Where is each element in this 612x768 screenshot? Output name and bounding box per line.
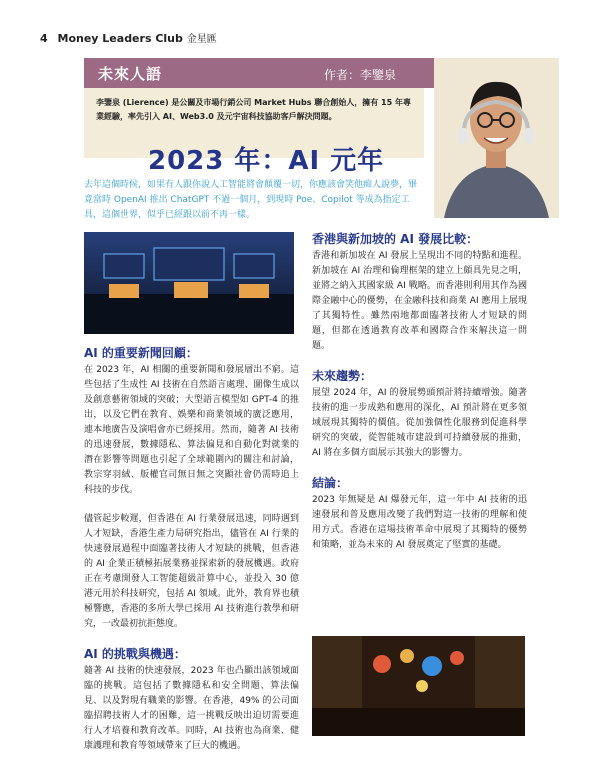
future-heading: 未來趨勢： [312, 369, 373, 383]
compare-heading: 香港與新加坡的 AI 發展比較： [312, 232, 479, 246]
author-portrait [434, 58, 559, 218]
article-title: 2023 年：AI 元年 [148, 146, 385, 176]
celebration-illustration [312, 636, 525, 736]
news-heading: AI 的重要新聞回顧： [84, 346, 198, 360]
celebration-image [312, 636, 525, 736]
news-paragraph-1: 在 2023 年，AI 相關的重要新聞和發展層出不窮。這些包括了生成性 AI 技術在自然語言處理、圖像生成以及創意藝術領域的突破；大型語言模型如 GPT-4 的推出，以及它們在教育、娛樂和商業領域的廣泛應用，連本地廣告及演唱會亦已經採用。然而，隨著 AI 技術的迅速發展，數據隱私、算法偏見和自動化對就業的潛在影響等問題也引起了全球範圍內的關注和討論，教宗穿羽絨、版權官司無日無之突顯社會仍需時追上科技的步伐。 [84, 365, 299, 495]
challenge-heading: AI 的挑戰與機遇： [84, 647, 186, 661]
page-number: 4 [40, 32, 48, 45]
future-paragraph: 展望 2024 年，AI 的發展勢頭預計將持續增強。隨著技術的進一步成熟和應用的深化，AI 預計將在更多領域展現其獨特的價值。從加強個性化服務到促進科學研究的突破，從智能城市建設到可持續發展的推動，AI 將在多個方面展示其強大的影響力。 [312, 388, 527, 458]
control-room-image [84, 232, 294, 334]
column-title: 未來人語 [98, 65, 163, 83]
control-room-illustration [84, 232, 294, 334]
left-column [84, 345, 299, 768]
conclusion-heading: 結論： [312, 476, 349, 490]
author-intro: 李鑒泉 (Lierence) 是公關及市場行銷公司 Market Hubs 聯合創始人，擁有 15 年專業經驗，率先引入 AI、Web3.0 及元宇宙科技協助客戶解決問題。 [96, 98, 411, 121]
right-column [312, 231, 527, 567]
magazine-name: Money Leaders Club [57, 32, 183, 45]
compare-paragraph: 香港和新加坡在 AI 發展上呈現出不同的特點和進程。新加坡在 AI 治理和倫理框架的建立上頗具先見之明，並將之納入其國家級 AI 戰略。而香港則利用其作為國際金融中心的優勢，在金融科技和商業 AI 應用上展現了其獨特性。雖然兩地都面臨著技術人才短缺的問題，但都在透過教育改革和國際合作來解決這一問題。 [312, 251, 527, 351]
column-author: 作者：李鑒泉 [324, 68, 397, 82]
challenge-paragraph: 隨著 AI 技術的快速發展，2023 年也凸顯出該領域面臨的挑戰。這包括了數據隱私和安全問題、算法偏見、以及對現有職業的影響。在香港，49% 的公司面臨招聘技術人才的困難，這一挑戰反映出迫切需要進行人才培養和教育改革。同時，AI 技術也為商業、健康護理和教育等領域帶來了巨大的機遇。 [84, 666, 299, 751]
article-lead: 去年這個時候，如果有人跟你說人工智能將會顛覆一切，你應該會笑他痴人說夢，畢竟當時 OpenAI 推出 ChatGPT 不過一個月，到現時 Poe、Copilot 等成為指定工具，這個世界，似乎已經跟以前不再一樣。 [84, 180, 418, 220]
page-header [40, 30, 217, 45]
conclusion-paragraph: 2023 年無疑是 AI 爆發元年，這一年中 AI 技術的迅速發展和普及應用改變了我們對這一技術的理解和使用方式。香港在這場技術革命中展現了其獨特的優勢和策略，並為未來的 AI 發展奠定了堅實的基礎。 [312, 495, 527, 550]
magazine-suffix: 金星匯 [186, 34, 217, 45]
portrait-illustration [434, 58, 559, 218]
news-paragraph-2: 儘管起步較遲，但香港在 AI 行業發展迅速，同時遇到人才短缺，香港生產力局研究指出，儘管在 AI 行業的快速發展過程中面臨著技術人才短缺的挑戰，但香港的 AI 企業正積極拓展業務並探索新的發展機遇。政府正在考慮開發人工智能超級計算中心，並投入 30 億港元用於科技研究，包括 AI 領域。此外，教育界也積極響應，香港的多所大學已採用 AI 技術進行教學和研究，一改最初抗拒態度。 [84, 514, 299, 629]
